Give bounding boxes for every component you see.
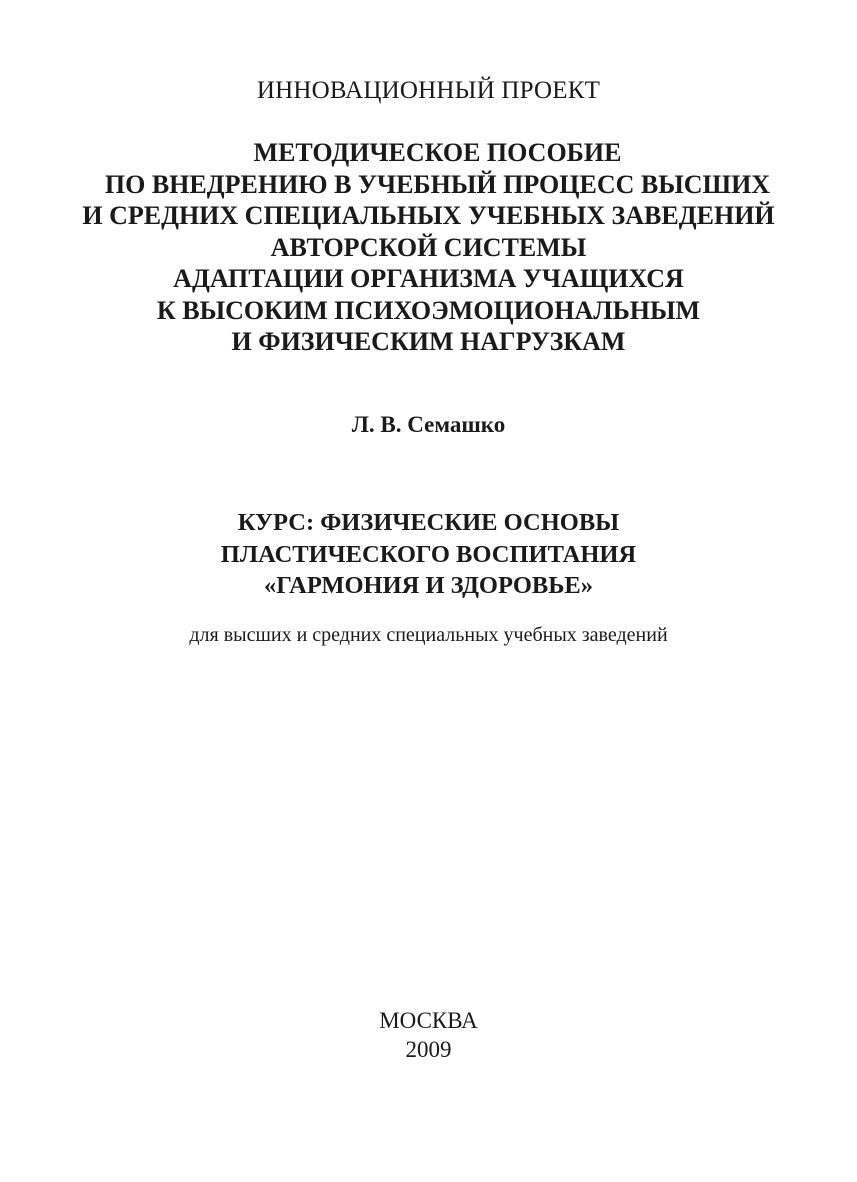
- publication-year: 2009: [405, 1037, 452, 1062]
- audience-note: для высших и средних специальных учебных заведений: [189, 624, 668, 646]
- course-line: «ГАРМОНИЯ И ЗДОРОВЬЕ»: [263, 572, 593, 599]
- course-title: [0, 507, 857, 602]
- title-line: И ФИЗИЧЕСКИМ НАГРУЗКАМ: [231, 327, 626, 356]
- project-kicker: ИННОВАЦИОННЫЙ ПРОЕКТ: [256, 77, 601, 104]
- course-line: ПЛАСТИЧЕСКОГО ВОСПИТАНИЯ: [220, 540, 637, 568]
- title-line: ПО ВНЕДРЕНИЮ В УЧЕБНЫЙ ПРОЦЕСС ВЫСШИХ: [104, 169, 771, 199]
- course-line: КУРС: ФИЗИЧЕСКИЕ ОСНОВЫ: [237, 509, 620, 536]
- title-line: АВТОРСКОЙ СИСТЕМЫ: [270, 232, 587, 262]
- author-name: Л. В. Семашко: [351, 412, 506, 437]
- title-line: К ВЫСОКИМ ПСИХОЭМОЦИОНАЛЬНЫМ: [156, 295, 701, 325]
- main-title: [0, 137, 857, 358]
- publication-city: МОСКВА: [379, 1008, 478, 1033]
- title-line: АДАПТАЦИИ ОРГАНИЗМА УЧАЩИХСЯ: [173, 264, 684, 293]
- title-line: И СРЕДНИХ СПЕЦИАЛЬНЫХ УЧЕБНЫХ ЗАВЕДЕНИЙ: [82, 201, 775, 230]
- title-line: МЕТОДИЧЕСКОЕ ПОСОБИЕ: [253, 138, 622, 167]
